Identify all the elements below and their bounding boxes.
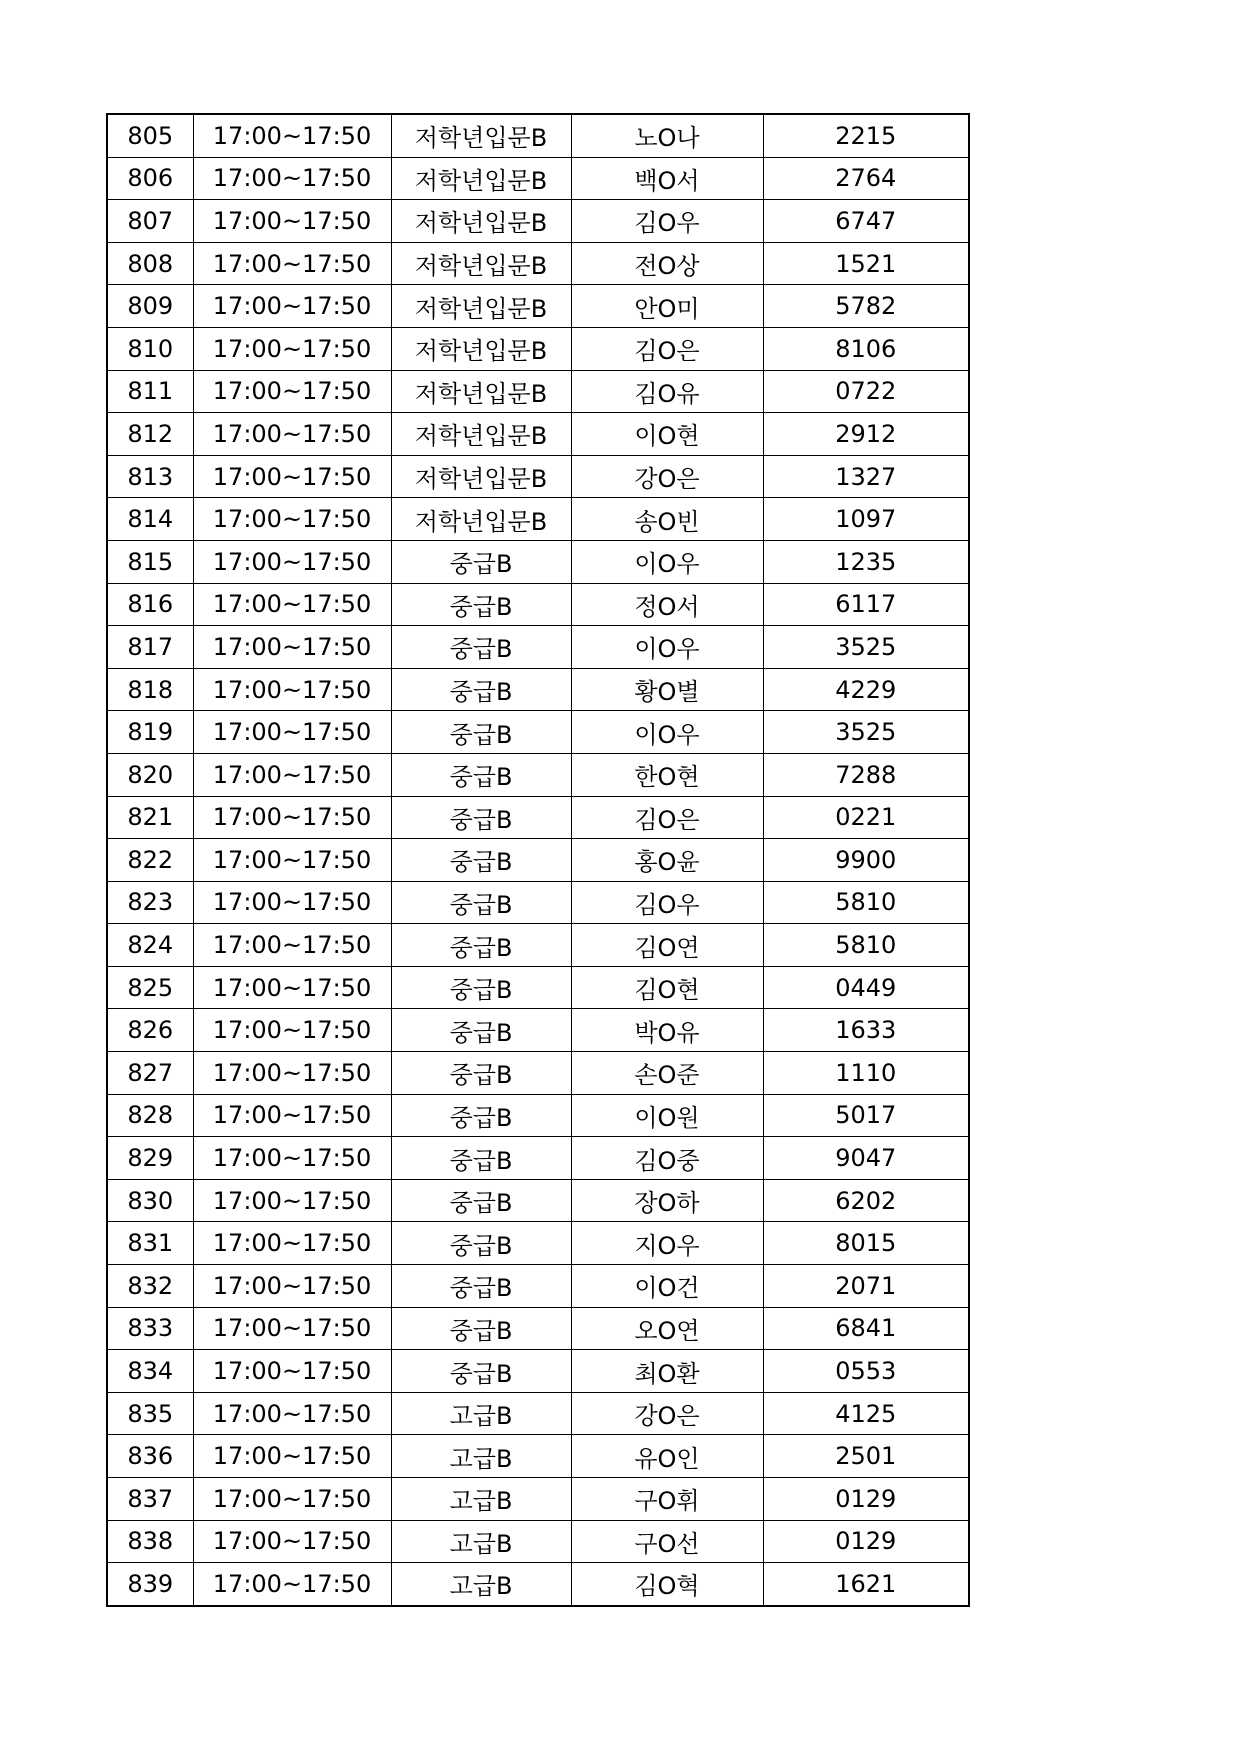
table-row [107,753,969,796]
student-name-cell: 백O서 [571,157,763,200]
entry-number-cell: 833 [107,1307,193,1350]
phone-suffix-cell: 1521 [763,242,969,285]
student-name-cell: 김O은 [571,327,763,370]
time-slot-cell: 17:00~17:50 [193,626,391,669]
table-row [107,1265,969,1308]
table-row [107,413,969,456]
student-name-cell: 김O연 [571,924,763,967]
time-slot-cell: 17:00~17:50 [193,1563,391,1606]
entry-number-cell: 808 [107,242,193,285]
table-row [107,1137,969,1180]
phone-suffix-cell: 3525 [763,711,969,754]
table-row [107,1052,969,1095]
phone-suffix-cell: 1235 [763,540,969,583]
table-row [107,966,969,1009]
time-slot-cell: 17:00~17:50 [193,1137,391,1180]
time-slot-cell: 17:00~17:50 [193,966,391,1009]
table-row [107,114,969,157]
class-level-cell: 저학년입문B [391,285,571,328]
phone-suffix-cell: 1110 [763,1052,969,1095]
class-level-cell: 저학년입문B [391,157,571,200]
student-name-cell: 박O유 [571,1009,763,1052]
class-level-cell: 중급B [391,966,571,1009]
table-row [107,1094,969,1137]
time-slot-cell: 17:00~17:50 [193,413,391,456]
class-level-cell: 중급B [391,796,571,839]
class-level-cell: 고급B [391,1435,571,1478]
time-slot-cell: 17:00~17:50 [193,881,391,924]
student-name-cell: 이O우 [571,711,763,754]
time-slot-cell: 17:00~17:50 [193,753,391,796]
entry-number-cell: 824 [107,924,193,967]
table-row [107,370,969,413]
table-row [107,1563,969,1606]
entry-number-cell: 820 [107,753,193,796]
entry-number-cell: 829 [107,1137,193,1180]
time-slot-cell: 17:00~17:50 [193,1392,391,1435]
entry-number-cell: 823 [107,881,193,924]
time-slot-cell: 17:00~17:50 [193,1435,391,1478]
time-slot-cell: 17:00~17:50 [193,157,391,200]
phone-suffix-cell: 9900 [763,839,969,882]
class-level-cell: 중급B [391,1350,571,1393]
table-row [107,1478,969,1521]
table-row [107,583,969,626]
student-name-cell: 김O현 [571,966,763,1009]
class-level-cell: 저학년입문B [391,455,571,498]
student-name-cell: 황O별 [571,668,763,711]
table-row [107,1009,969,1052]
table-row [107,1350,969,1393]
time-slot-cell: 17:00~17:50 [193,242,391,285]
phone-suffix-cell: 7288 [763,753,969,796]
entry-number-cell: 834 [107,1350,193,1393]
schedule-table-body [107,114,969,1606]
table-row [107,540,969,583]
time-slot-cell: 17:00~17:50 [193,839,391,882]
entry-number-cell: 811 [107,370,193,413]
entry-number-cell: 812 [107,413,193,456]
student-name-cell: 구O선 [571,1520,763,1563]
class-level-cell: 중급B [391,1009,571,1052]
class-level-cell: 중급B [391,1137,571,1180]
student-name-cell: 오O연 [571,1307,763,1350]
entry-number-cell: 830 [107,1179,193,1222]
class-level-cell: 중급B [391,583,571,626]
table-row [107,1435,969,1478]
time-slot-cell: 17:00~17:50 [193,1350,391,1393]
time-slot-cell: 17:00~17:50 [193,285,391,328]
student-name-cell: 유O인 [571,1435,763,1478]
class-level-cell: 중급B [391,881,571,924]
entry-number-cell: 839 [107,1563,193,1606]
student-name-cell: 안O미 [571,285,763,328]
phone-suffix-cell: 1097 [763,498,969,541]
class-level-cell: 저학년입문B [391,242,571,285]
student-name-cell: 김O중 [571,1137,763,1180]
entry-number-cell: 831 [107,1222,193,1265]
student-name-cell: 김O혁 [571,1563,763,1606]
time-slot-cell: 17:00~17:50 [193,540,391,583]
phone-suffix-cell: 0129 [763,1520,969,1563]
table-row [107,881,969,924]
phone-suffix-cell: 4125 [763,1392,969,1435]
phone-suffix-cell: 6117 [763,583,969,626]
entry-number-cell: 814 [107,498,193,541]
class-level-cell: 중급B [391,1307,571,1350]
class-level-cell: 저학년입문B [391,114,571,157]
time-slot-cell: 17:00~17:50 [193,114,391,157]
student-name-cell: 이O우 [571,540,763,583]
phone-suffix-cell: 0129 [763,1478,969,1521]
student-name-cell: 김O우 [571,200,763,243]
table-row [107,796,969,839]
class-level-cell: 중급B [391,839,571,882]
class-level-cell: 중급B [391,924,571,967]
class-level-cell: 중급B [391,753,571,796]
entry-number-cell: 822 [107,839,193,882]
phone-suffix-cell: 4229 [763,668,969,711]
phone-suffix-cell: 5810 [763,924,969,967]
time-slot-cell: 17:00~17:50 [193,668,391,711]
entry-number-cell: 813 [107,455,193,498]
time-slot-cell: 17:00~17:50 [193,924,391,967]
table-row [107,668,969,711]
entry-number-cell: 819 [107,711,193,754]
time-slot-cell: 17:00~17:50 [193,1052,391,1095]
entry-number-cell: 817 [107,626,193,669]
student-name-cell: 이O원 [571,1094,763,1137]
time-slot-cell: 17:00~17:50 [193,498,391,541]
class-level-cell: 저학년입문B [391,370,571,413]
class-level-cell: 중급B [391,711,571,754]
time-slot-cell: 17:00~17:50 [193,370,391,413]
time-slot-cell: 17:00~17:50 [193,1094,391,1137]
student-name-cell: 김O유 [571,370,763,413]
table-row [107,455,969,498]
table-row [107,924,969,967]
phone-suffix-cell: 0722 [763,370,969,413]
time-slot-cell: 17:00~17:50 [193,711,391,754]
phone-suffix-cell: 5782 [763,285,969,328]
table-row [107,242,969,285]
phone-suffix-cell: 2501 [763,1435,969,1478]
entry-number-cell: 826 [107,1009,193,1052]
entry-number-cell: 827 [107,1052,193,1095]
entry-number-cell: 809 [107,285,193,328]
time-slot-cell: 17:00~17:50 [193,1478,391,1521]
class-level-cell: 중급B [391,1052,571,1095]
entry-number-cell: 821 [107,796,193,839]
table-row [107,200,969,243]
entry-number-cell: 810 [107,327,193,370]
table-row [107,1392,969,1435]
phone-suffix-cell: 0221 [763,796,969,839]
entry-number-cell: 806 [107,157,193,200]
entry-number-cell: 835 [107,1392,193,1435]
time-slot-cell: 17:00~17:50 [193,1179,391,1222]
student-name-cell: 장O하 [571,1179,763,1222]
student-name-cell: 이O건 [571,1265,763,1308]
time-slot-cell: 17:00~17:50 [193,327,391,370]
student-name-cell: 강O은 [571,455,763,498]
student-name-cell: 강O은 [571,1392,763,1435]
time-slot-cell: 17:00~17:50 [193,1222,391,1265]
student-name-cell: 전O상 [571,242,763,285]
table-row [107,1179,969,1222]
student-name-cell: 이O현 [571,413,763,456]
time-slot-cell: 17:00~17:50 [193,1265,391,1308]
student-name-cell: 송O빈 [571,498,763,541]
table-row [107,498,969,541]
entry-number-cell: 828 [107,1094,193,1137]
class-level-cell: 중급B [391,668,571,711]
class-level-cell: 저학년입문B [391,413,571,456]
entry-number-cell: 832 [107,1265,193,1308]
entry-number-cell: 815 [107,540,193,583]
class-level-cell: 고급B [391,1478,571,1521]
class-level-cell: 고급B [391,1392,571,1435]
entry-number-cell: 836 [107,1435,193,1478]
student-name-cell: 구O휘 [571,1478,763,1521]
table-row [107,711,969,754]
class-level-cell: 고급B [391,1563,571,1606]
phone-suffix-cell: 2215 [763,114,969,157]
phone-suffix-cell: 5017 [763,1094,969,1137]
class-level-cell: 고급B [391,1520,571,1563]
student-name-cell: 정O서 [571,583,763,626]
time-slot-cell: 17:00~17:50 [193,200,391,243]
phone-suffix-cell: 3525 [763,626,969,669]
class-level-cell: 중급B [391,1265,571,1308]
time-slot-cell: 17:00~17:50 [193,455,391,498]
phone-suffix-cell: 5810 [763,881,969,924]
class-level-cell: 중급B [391,1179,571,1222]
phone-suffix-cell: 0449 [763,966,969,1009]
entry-number-cell: 825 [107,966,193,1009]
entry-number-cell: 805 [107,114,193,157]
phone-suffix-cell: 1621 [763,1563,969,1606]
student-name-cell: 노O나 [571,114,763,157]
class-level-cell: 중급B [391,626,571,669]
time-slot-cell: 17:00~17:50 [193,1009,391,1052]
table-row [107,157,969,200]
table-row [107,626,969,669]
class-level-cell: 중급B [391,540,571,583]
phone-suffix-cell: 1633 [763,1009,969,1052]
entry-number-cell: 816 [107,583,193,626]
entry-number-cell: 837 [107,1478,193,1521]
table-row [107,285,969,328]
table-row [107,1222,969,1265]
phone-suffix-cell: 0553 [763,1350,969,1393]
table-row [107,1520,969,1563]
time-slot-cell: 17:00~17:50 [193,1520,391,1563]
phone-suffix-cell: 9047 [763,1137,969,1180]
student-name-cell: 김O은 [571,796,763,839]
class-level-cell: 중급B [391,1222,571,1265]
entry-number-cell: 838 [107,1520,193,1563]
phone-suffix-cell: 8106 [763,327,969,370]
time-slot-cell: 17:00~17:50 [193,583,391,626]
phone-suffix-cell: 6747 [763,200,969,243]
phone-suffix-cell: 6841 [763,1307,969,1350]
student-name-cell: 최O환 [571,1350,763,1393]
table-row [107,327,969,370]
student-name-cell: 한O현 [571,753,763,796]
table-row [107,1307,969,1350]
phone-suffix-cell: 2071 [763,1265,969,1308]
phone-suffix-cell: 6202 [763,1179,969,1222]
phone-suffix-cell: 2764 [763,157,969,200]
phone-suffix-cell: 8015 [763,1222,969,1265]
class-level-cell: 저학년입문B [391,200,571,243]
phone-suffix-cell: 2912 [763,413,969,456]
student-name-cell: 지O우 [571,1222,763,1265]
student-name-cell: 김O우 [571,881,763,924]
student-name-cell: 이O우 [571,626,763,669]
time-slot-cell: 17:00~17:50 [193,796,391,839]
entry-number-cell: 818 [107,668,193,711]
entry-number-cell: 807 [107,200,193,243]
time-slot-cell: 17:00~17:50 [193,1307,391,1350]
phone-suffix-cell: 1327 [763,455,969,498]
class-level-cell: 중급B [391,1094,571,1137]
student-name-cell: 홍O윤 [571,839,763,882]
table-row [107,839,969,882]
class-level-cell: 저학년입문B [391,498,571,541]
class-level-cell: 저학년입문B [391,327,571,370]
schedule-table [106,113,970,1607]
student-name-cell: 손O준 [571,1052,763,1095]
